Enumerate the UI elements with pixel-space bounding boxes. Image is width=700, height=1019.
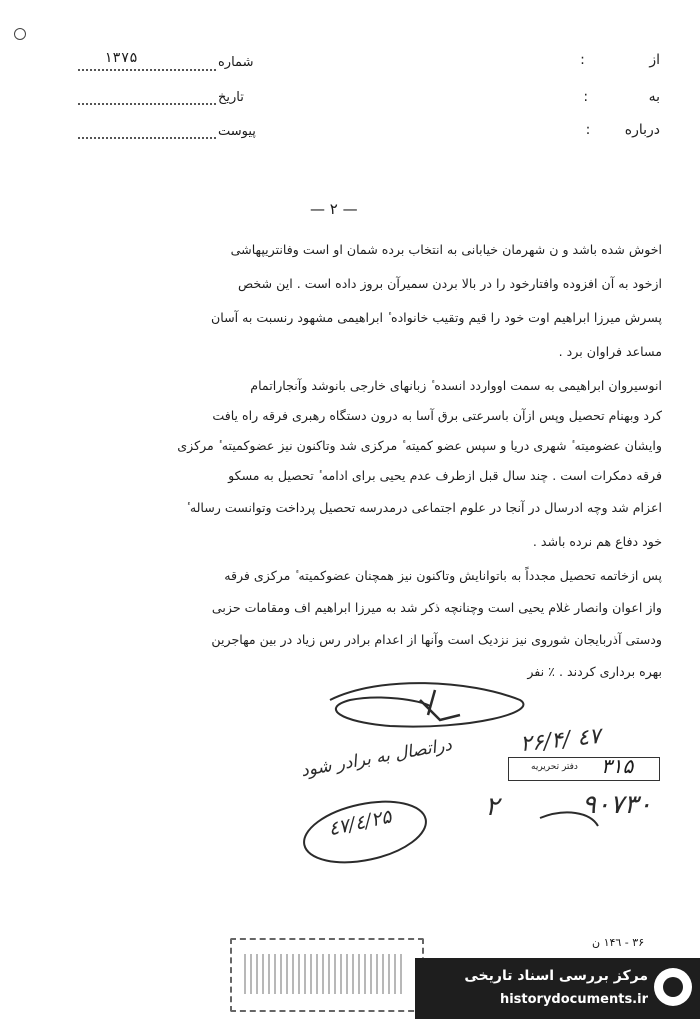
watermark-logo	[415, 958, 700, 1019]
logo-url: historydocuments.ir	[499, 992, 648, 1007]
logo-title: مرکز بررسی اسناد تاریخی	[464, 968, 648, 984]
registration-number: ٣١۵	[601, 754, 634, 778]
body-line: انوسیروان ابراهیمی به سمت اوواردد انسده ٔ زبانهای خارجی بانوشد وآنجاراتمام	[250, 378, 662, 393]
body-line: اخوش شده باشد و ن شهرمان خیابانی به انتخاب برده شمان او است وفانتریپهاشی	[230, 242, 662, 257]
bottom-stamp	[230, 938, 424, 1012]
body-line: فرقه دمکرات است . چند سال قبل ازطرف عدم یحیی برای ادامه ٔ تحصیل به مسکو	[228, 468, 662, 483]
about-row: درباره :	[585, 122, 660, 138]
body-line: اعزام شد وچه ادرسال در آنجا در علوم اجتماعی درمدرسه تحصیل پرداخت وتوانست رساله ٔ	[185, 500, 662, 515]
body-line: وایشان عضومیته ٔ شهری دریا و سپس عضو کمیته ٔ مرکزی شد وتاکنون نیز عضوکمیته ٔ مرکزی	[177, 438, 662, 453]
document-code: ٣۶ - ١۴٦ ن	[592, 936, 645, 949]
from-row: از :	[580, 52, 660, 68]
handwritten-date-1: ٢۶/۴/ ٤٧	[518, 723, 603, 758]
body-line: بهره برداری کردند . ٪ نفر	[527, 664, 662, 679]
archive-number: ٩٠٧٣٠	[582, 790, 652, 820]
body-line: پسرش میرزا ابراهیم اوت خود را قیم وتقیب خانواده ٔ ابراهیمی مشهود رنسبت به آسان	[211, 310, 662, 325]
registration-stamp	[508, 754, 660, 781]
body-line: ودستی آذربایجان شوروی نیز نزدیک است وآنها از اعدام برادر رس زیاد در بین مهاجرین	[211, 632, 662, 647]
handwritten-date-2: ٤٧/٤/٢۵	[326, 805, 394, 841]
stamp-texture	[244, 954, 404, 994]
number-label: شماره	[218, 55, 254, 70]
number-value: ١٣٧۵	[104, 50, 138, 66]
body-line: مساعد فراوان برد .	[558, 344, 662, 359]
body-line: کرد وبهنام تحصیل وپس ازآن باسرعتی برق آسا به درون دستگاه رهبری فرقه راه یافت	[212, 408, 662, 423]
to-row: به :	[583, 89, 660, 105]
to-label: به	[648, 89, 660, 105]
attachment-label: پیوست	[218, 124, 256, 139]
about-label: درباره	[624, 122, 660, 138]
from-label: از	[649, 52, 660, 68]
stamp-label: دفتر تحریریه	[531, 762, 578, 772]
handwritten-digit: ٢	[485, 792, 499, 822]
handwritten-note: دراتصال به برادر شود	[299, 734, 454, 782]
logo-icon	[654, 968, 692, 1006]
body-line: واز اعوان وانصار غلام یحیی است وچنانچه ذکر شد به میرزا ابراهیم اف ومقامات حزبی	[211, 600, 662, 615]
body-line: پس ازخاتمه تحصیل مجدداً به باتوانایش وتاکنون نیز همچنان عضوکمیته ٔ مرکزی فرقه	[224, 568, 662, 583]
page-number: — ٢ —	[310, 200, 358, 218]
body-line: ازخود به آن افزوده وافتارخود را در بالا بردن سمیرآن بروز داده است . این شخص	[238, 276, 662, 291]
body-line: خود دفاع هم نرده باشد .	[532, 534, 662, 549]
date-label: تاریخ	[218, 90, 244, 105]
